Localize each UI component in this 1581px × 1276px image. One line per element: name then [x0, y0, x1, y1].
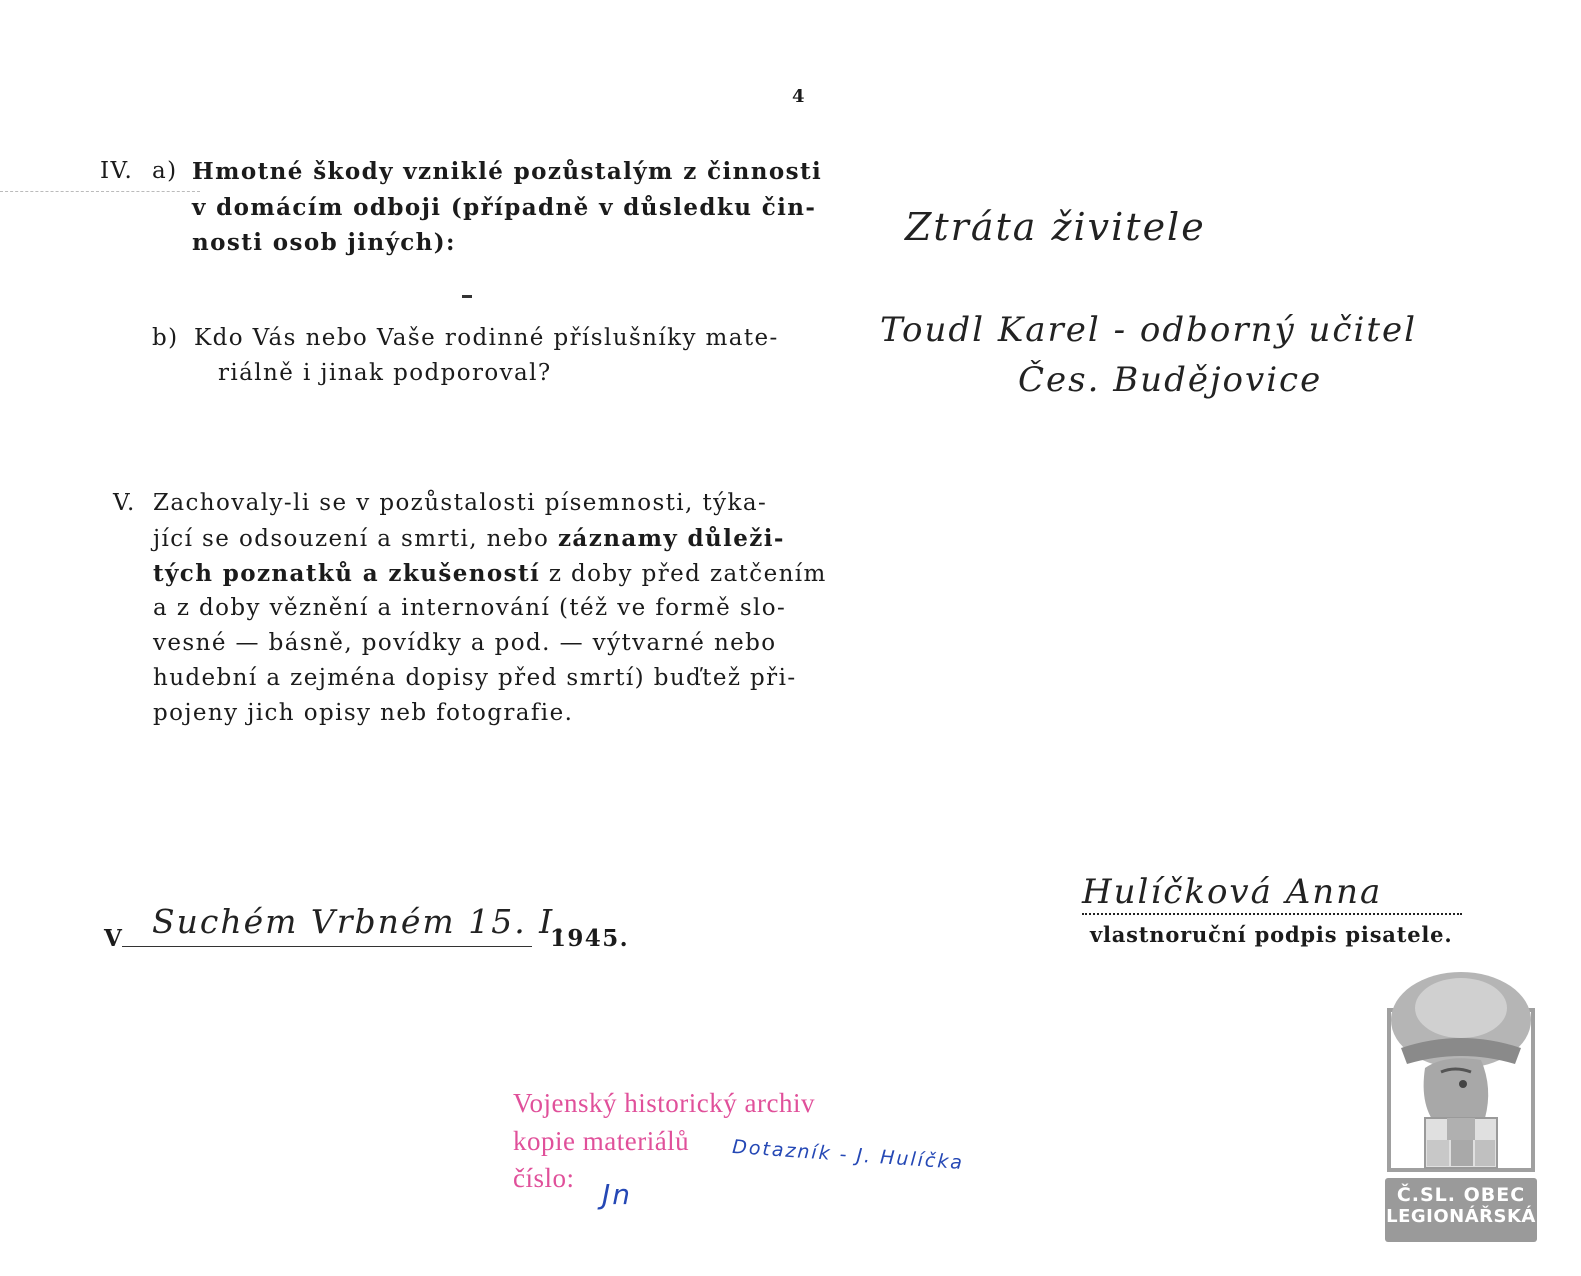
stamp-handwritten-number: Dotazník - J. Hulíčka [731, 1135, 965, 1175]
stamp-line3: číslo: [513, 1163, 575, 1193]
scan-line [0, 191, 200, 192]
section-iv-a-line3: nosti osob jiných): [192, 229, 456, 256]
handwritten-answer-a: Ztráta živitele [905, 205, 1206, 249]
section-v-line7: pojeny jich opisy neb fotografie. [153, 700, 574, 726]
section-v-line2-bold: záznamy důleži- [557, 525, 785, 552]
stamp-line1: Vojenský historický archiv [513, 1088, 815, 1118]
section-v-line2-plain: jící se odsouzení a smrti, nebo [153, 526, 558, 552]
page-number: 4 [792, 86, 806, 107]
signature-caption: vlastnoruční podpis pisatele. [1090, 922, 1453, 947]
section-iv-a-line2: v domácím odboji (případně v důsledku čin- [192, 194, 817, 221]
legion-logo [1385, 968, 1537, 1244]
section-iv-a-letter: a) [152, 158, 178, 184]
legion-logo-emblem [1385, 968, 1537, 1174]
stamp-initials: Jn [602, 1178, 633, 1211]
legion-logo-banner [1385, 1178, 1537, 1242]
section-v-line4: a z doby věznění a internování (též ve formě slo- [153, 595, 787, 621]
section-v-line1: Zachovaly-li se v pozůstalosti písemnosti, týka- [153, 490, 768, 516]
section-iv-b-line2: riálně i jinak podporoval? [218, 360, 552, 386]
handwritten-signature: Hulíčková Anna [1082, 872, 1383, 912]
place-prefix: V [104, 925, 124, 952]
section-iv-roman: IV. [100, 158, 134, 184]
legion-logo-text2: LEGIONÁŘSKÁ [1386, 1206, 1536, 1227]
stamp-line2: kopie materiálů [513, 1126, 690, 1156]
section-iv-b-line1: Kdo Vás nebo Vaše rodinné příslušníky mate- [194, 325, 779, 351]
section-v-line3-bold: tých poznatků a zkušeností [153, 560, 541, 587]
handwritten-place-date: Suchém Vrbném 15. I. [152, 902, 567, 941]
section-v-line5: vesné — básně, povídky a pod. — výtvarné nebo [153, 630, 777, 656]
stray-mark [462, 295, 472, 298]
section-v-line3 [153, 560, 827, 587]
section-v-line6: hudební a zejména dopisy před smrtí) buďtež při- [153, 665, 797, 691]
section-v-roman: V. [113, 490, 136, 516]
section-v-line3-plain: z doby před zatčením [540, 561, 827, 587]
section-v-line2 [153, 525, 785, 552]
handwritten-answer-b-line1: Toudl Karel - odborný učitel [880, 310, 1417, 350]
year: 1945. [550, 925, 630, 952]
legion-logo-text1: Č.SL. OBEC [1396, 1184, 1526, 1206]
place-underline [122, 946, 532, 947]
handwritten-answer-b-line2: Čes. Budějovice [1018, 360, 1323, 400]
section-iv-a-line1: Hmotné škody vzniklé pozůstalým z činnosti [192, 158, 823, 185]
section-iv-b-letter: b) [152, 325, 179, 351]
signature-dotted-line [1082, 913, 1462, 915]
